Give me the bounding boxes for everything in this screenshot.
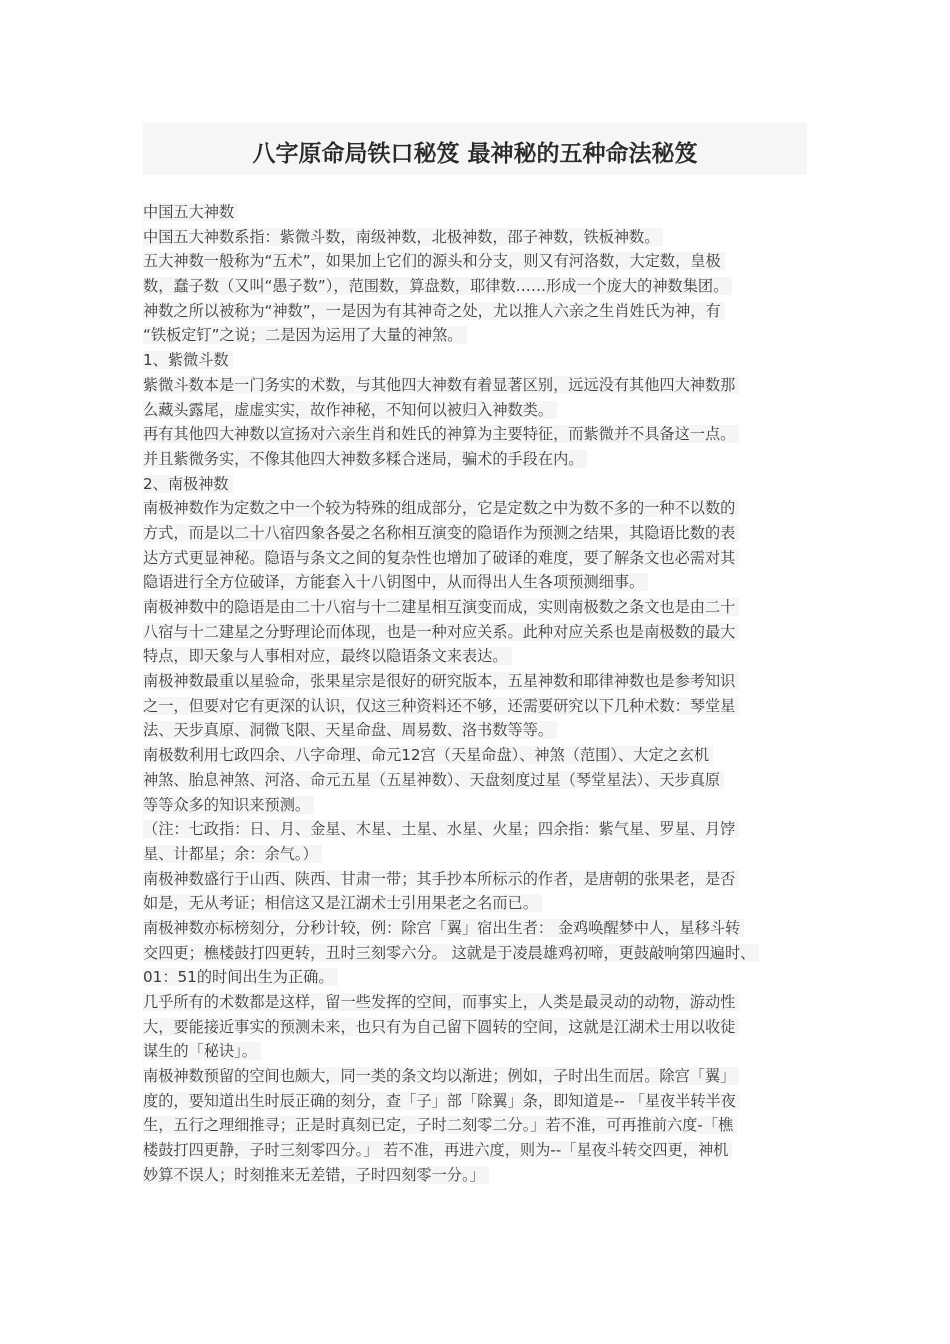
text-line-content: 南极神数盛行于山西、陕西、甘肃一带；其手抄本所标示的作者，是唐朝的张果老，是否 (143, 870, 739, 888)
text-line (143, 521, 815, 546)
text-line-content: 神数之所以被称为“神数”，一是因为有其神奇之处，尤以推人六亲之生肖姓氏为神，有 (143, 302, 725, 320)
text-line (143, 768, 815, 793)
text-line-content: 特点，即天象与人事相对应，最终以隐语条文来表达。 (143, 647, 512, 665)
text-line (143, 1113, 815, 1138)
text-line-content: 交四更；樵楼鼓打四更转，丑时三刻零六分。 这就是于凌晨雄鸡初啼，更鼓敲响第四遍时、 (143, 944, 759, 962)
text-line (143, 472, 815, 497)
text-line (143, 644, 815, 669)
text-line-content: 妙算不误人；时刻推来无差错，子时四刻零一分。」 (143, 1166, 489, 1184)
text-line (143, 694, 815, 719)
text-line-content: “铁板定钉”之说；二是因为运用了大量的神煞。 (143, 326, 467, 344)
text-line-content: 1、紫微斗数 (143, 351, 233, 369)
text-line-content: 紫微斗数本是一门务实的术数，与其他四大神数有着显著区别，远远没有其他四大神数那 (143, 376, 739, 394)
text-line (143, 249, 815, 274)
text-line-content: 之一，但要对它有更深的认识，仅这三种资料还不够，还需要研究以下几种术数：琴堂星 (143, 697, 739, 715)
text-line-content: 谋生的「秘诀」。 (143, 1042, 261, 1060)
text-line-content: 楼鼓打四更静，子时三刻零四分。」 若不准，再进六度，则为--「星夜斗转交四更，神机 (143, 1141, 732, 1159)
text-line-content: （注：七政指：日、月、金星、木星、土星、水星、火星；四余指：紫气星、罗星、月饽 (143, 820, 739, 838)
text-line (143, 669, 815, 694)
text-line-content: 南极神数最重以星验命，张果星宗是很好的研究版本，五星神数和耶律神数也是参考知识 (143, 672, 739, 690)
page-title: 八字原命局铁口秘笈 最神秘的五种命法秘笈 (252, 141, 698, 167)
text-line (143, 1138, 815, 1163)
text-line-content: 等等众多的知识来预测。 (143, 796, 314, 814)
text-line (143, 373, 815, 398)
text-line (143, 1064, 815, 1089)
text-line-content: 神煞、胎息神煞、河洛、命元五星（五星神数）、天盘刻度过星（琴堂星法）、天步真原 (143, 771, 724, 789)
text-line-content: 几乎所有的术数都是这样，留一些发挥的空间，而事实上，人类是最灵动的动物，游动性 (143, 993, 739, 1011)
text-line-content: 南极神数亦标榜刻分，分秒计较，例：除宫「翼」宿出生者： 金鸡唤醒梦中人，星移斗转 (143, 919, 744, 937)
text-line-content: 达方式更显神秘。隐语与条文之间的复杂性也增加了破译的难度，要了解条文也必需对其 (143, 549, 739, 567)
text-line (143, 323, 815, 348)
text-line (143, 546, 815, 571)
text-line-content: 南极神数作为定数之中一个较为特殊的组成部分，它是定数之中为数不多的一种不以数的 (143, 499, 739, 517)
text-line-content: 南极神数预留的空间也颇大，同一类的条文均以渐进；例如，子时出生而居。除宫「翼」 (143, 1067, 739, 1085)
text-line-content: 五大神数一般称为“五术”，如果加上它们的源头和分支，则又有河洛数，大定数，皇极 (143, 252, 725, 270)
text-line (143, 891, 815, 916)
text-line (143, 916, 815, 941)
text-line (143, 743, 815, 768)
text-line (143, 842, 815, 867)
text-line-content: 01：51的时间出生为正确。 (143, 968, 338, 986)
text-line-content: 星、计都星；余：余气。） (143, 845, 322, 863)
text-line-content: 如是，无从考证；相信这又是江湖术士引用果老之名而已。 (143, 894, 542, 912)
text-line (143, 595, 815, 620)
text-line (143, 496, 815, 521)
title-bar (143, 123, 807, 175)
text-line-content: 南极数利用七政四余、八字命理、命元12宫（天星命盘）、神煞（范围）、大定之玄机 (143, 746, 713, 764)
text-line (143, 990, 815, 1015)
text-line (143, 200, 815, 225)
text-line-content: 再有其他四大神数以宣扬对六亲生肖和姓氏的神算为主要特征，而紫微并不具备这一点。 (143, 425, 739, 443)
text-line-content: 大，要能接近事实的预测未来，也只有为自己留下圆转的空间，这就是江湖术士用以收徒 (143, 1018, 739, 1036)
text-line-content: 么藏头露尾，虚虚实实，故作神秘，不知何以被归入神数类。 (143, 401, 557, 419)
text-line (143, 867, 815, 892)
text-line (143, 422, 815, 447)
text-line (143, 398, 815, 423)
text-line (143, 274, 815, 299)
text-line (143, 1163, 815, 1188)
text-line-content: 八宿与十二建星之分野理论而体现，也是一种对应关系。此种对应关系也是南极数的最大 (143, 623, 739, 641)
text-line (143, 447, 815, 472)
text-line-content: 南极神数中的隐语是由二十八宿与十二建星相互演变而成，实则南极数之条文也是由二十 (143, 598, 739, 616)
text-line (143, 348, 815, 373)
text-line-content: 度的，要知道出生时辰正确的刻分，查「子」部「除翼」条，即知道是-- 「星夜半转半夜 (143, 1092, 740, 1110)
text-line (143, 620, 815, 645)
text-line-content: 并且紫微务实，不像其他四大神数多糅合迷局，骗术的手段在内。 (143, 450, 587, 468)
text-line (143, 965, 815, 990)
text-line-content: 方式，而是以二十八宿四象各晏之名称相互演变的隐语作为预测之结果，其隐语比数的表 (143, 524, 739, 542)
text-line-content: 2、南极神数 (143, 475, 233, 493)
text-line (143, 941, 815, 966)
text-line-content: 生，五行之理细推寻；正是时真刻已定，子时二刻零二分。」若不淮，可再推前六度-「樵 (143, 1116, 737, 1134)
text-line-content: 法、天步真原、洞微飞限、天星命盘、周易数、洛书数等等。 (143, 721, 557, 739)
text-line (143, 1039, 815, 1064)
text-line (143, 1015, 815, 1040)
text-line-content: 中国五大神数系指：紫微斗数，南级神数，北极神数，邵子神数，铁板神数。 (143, 228, 663, 246)
text-line (143, 817, 815, 842)
text-line (143, 570, 815, 595)
text-line (143, 1089, 815, 1114)
text-line-content: 数，蠢子数（又叫“愚子数”），范围数，算盘数，耶律数……形成一个庞大的神数集团。 (143, 277, 732, 295)
article-body (143, 200, 815, 1188)
text-line-content: 中国五大神数 (143, 203, 238, 221)
text-line-content: 隐语进行全方位破译，方能套入十八钥图中，从而得出人生各项预测细事。 (143, 573, 648, 591)
text-line (143, 299, 815, 324)
text-line (143, 718, 815, 743)
text-line (143, 225, 815, 250)
text-line (143, 793, 815, 818)
